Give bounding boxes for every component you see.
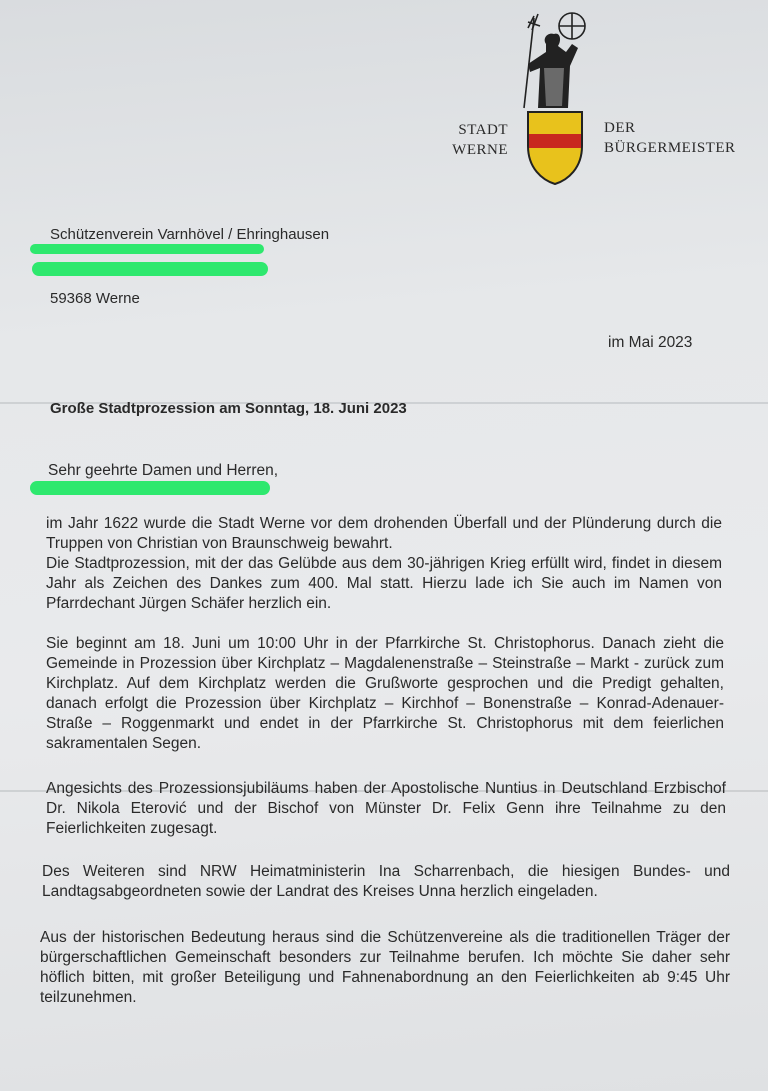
letterhead-stadt: STADT: [458, 122, 508, 138]
letter-subject: Große Stadtprozession am Sonntag, 18. Juni 2023: [50, 400, 407, 417]
redaction-mark: [30, 481, 270, 495]
body-paragraph-2: Die Stadtprozession, mit der das Gelübde aus dem 30-jährigen Krieg erfüllt wird, findet in diesem Jahr als Zeichen des Dankes zum 400. Mal statt. Hierzu lade ich Sie auch im Namen von Pfarrdechant Jürgen Schäfer herzlich ein.: [46, 555, 722, 612]
letterhead-office: [604, 118, 736, 158]
body-paragraph-5: Des Weiteren sind NRW Heimatministerin Ina Scharrenbach, die hiesigen Bundes- und Landtagsabgeordneten sowie der Landrat des Kreises Unna herzlich eingeladen.: [42, 863, 730, 900]
recipient-name: Schützenverein Varnhövel / Ehringhausen: [50, 226, 330, 243]
letter-date: im Mai 2023: [608, 334, 693, 351]
redaction-mark: [32, 262, 268, 276]
letterhead-city: [440, 120, 508, 160]
recipient-city: 59368 Werne: [50, 290, 140, 307]
letterhead-buergermeister: BÜRGERMEISTER: [604, 140, 736, 156]
salutation: Sehr geehrte Damen und Herren,: [48, 462, 279, 479]
werne-coat-of-arms-icon: [516, 8, 594, 186]
redaction-mark: [30, 244, 264, 254]
body-paragraph-3: Sie beginnt am 18. Juni um 10:00 Uhr in der Pfarrkirche St. Christophorus. Danach zieht die Gemeinde in Prozession über Kirchplatz – Magdalenenstraße – Steinstraße – Markt - zurück zum Kirchplatz. Auf dem Kirchplatz werden die Grußworte gesprochen und die Predigt gehalten, danach erfolgt die Prozession über Kirchplatz – Kirchhof – Bonenstraße – Konrad-Adenauer-Straße – Roggenmarkt und endet in der Pfarrkirche St. Christophorus mit dem feierlichen sakramentalen Segen.: [46, 635, 724, 752]
letterhead-werne: WERNE: [452, 142, 508, 158]
letterhead-der: DER: [604, 120, 636, 136]
body-paragraph-6: Aus der historischen Bedeutung heraus sind die Schützenvereine als die traditionellen Träger der bürgerschaftlichen Gemeinschaft besonders zur Teilnahme berufen. Ich möchte Sie daher sehr höflich bitten, mit großer Beteiligung und Fahnenabordnung an den Feierlichkeiten ab 9:45 Uhr teilzunehmen.: [40, 929, 730, 1006]
body-paragraph-4: Angesichts des Prozessionsjubiläums haben der Apostolische Nuntius in Deutschland Erzbischof Dr. Nikola Eterović und der Bischof von Münster Dr. Felix Genn ihre Teilnahme zu den Feierlichkeiten zugesagt.: [46, 780, 726, 837]
body-paragraph-1: im Jahr 1622 wurde die Stadt Werne vor dem drohenden Überfall und der Plünderung durch die Truppen von Christian von Braunschweig bewahrt.: [46, 515, 722, 552]
